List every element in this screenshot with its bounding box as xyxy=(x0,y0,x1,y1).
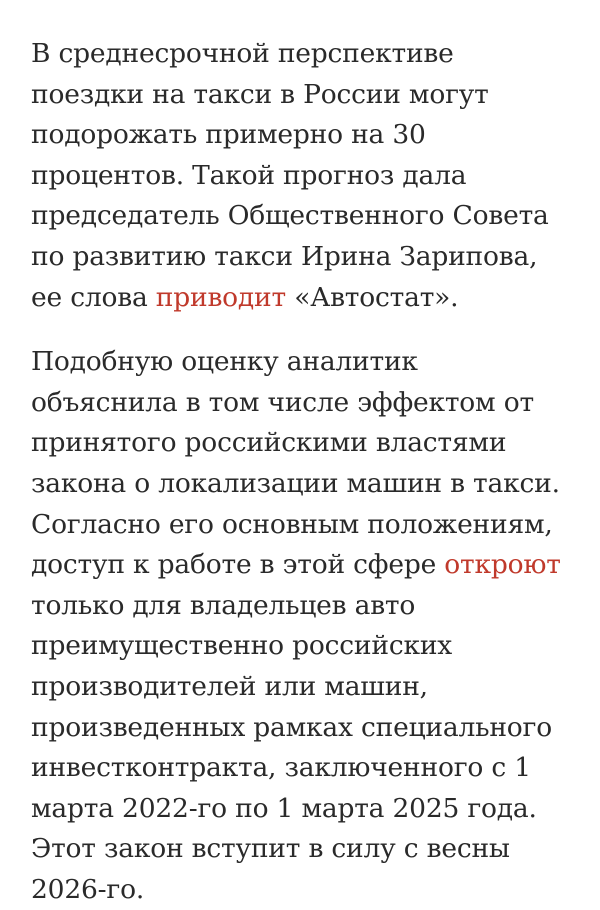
text-line: Этот закон вступит в силу с весны xyxy=(31,833,510,865)
text-line: производителей или машин, xyxy=(31,670,428,702)
text-line: подорожать примерно на 30 xyxy=(31,119,426,151)
paragraph-2 xyxy=(31,342,580,910)
text-line: В среднесрочной перспективе xyxy=(31,38,454,69)
text-line: произведенных рамках специального xyxy=(31,711,552,743)
text-line: принятого российскими властями xyxy=(31,427,507,459)
source-link-avtostat[interactable]: приводит xyxy=(155,281,286,313)
text-line: только для владельцев авто xyxy=(31,589,416,621)
text-line: Подобную оценку аналитик xyxy=(31,346,418,378)
text-line: председатель Общественного Совета xyxy=(31,200,549,232)
text-line: 2026-го. xyxy=(31,873,145,905)
related-link-otkroyut[interactable]: откроют xyxy=(444,549,561,581)
text-line: Согласно его основным положениям, xyxy=(31,508,553,540)
text-line: инвестконтракта, заключенного с 1 xyxy=(31,752,531,784)
text-fragment: ее слова xyxy=(31,281,156,313)
paragraph-1 xyxy=(31,34,580,318)
text-line-with-link xyxy=(31,278,580,319)
text-line: марта 2022-го по 1 марта 2025 года. xyxy=(31,792,537,824)
text-line: объяснила в том числе эффектом от xyxy=(31,386,534,418)
text-fragment: доступ к работе в этой сфере xyxy=(31,549,445,581)
text-line: преимущественно российских xyxy=(31,630,453,662)
text-line-with-link xyxy=(31,545,580,586)
text-line: процентов. Такой прогноз дала xyxy=(31,159,467,191)
text-line: закона о локализации машин в такси. xyxy=(31,467,560,499)
text-line: по развитию такси Ирина Зарипова, xyxy=(31,240,538,272)
text-fragment: «Автостат». xyxy=(285,281,459,313)
text-line: поездки на такси в России могут xyxy=(31,78,489,110)
